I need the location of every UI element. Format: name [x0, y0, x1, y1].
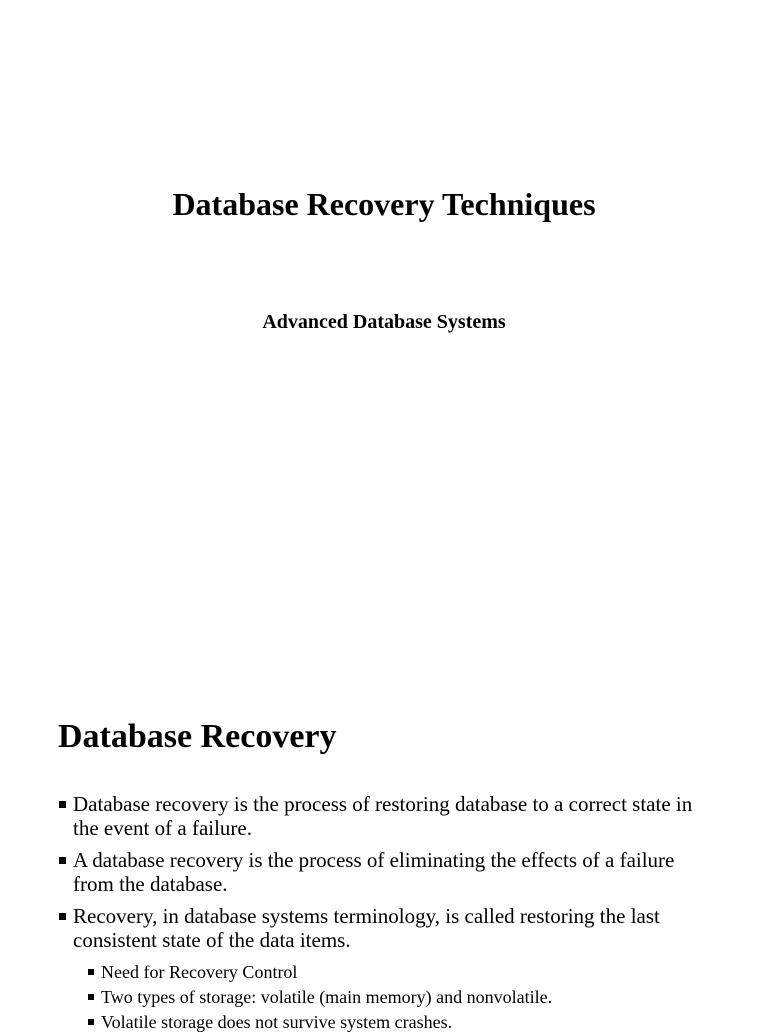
bullet-item	[58, 792, 718, 840]
square-bullet-icon	[59, 913, 66, 920]
square-bullet-icon	[88, 1019, 94, 1025]
bullet-text: A database recovery is the process of eliminating the effects of a failure from the database.	[73, 848, 675, 896]
square-bullet-icon	[88, 994, 94, 1000]
bullet-text: Recovery, in database systems terminology, is called restoring the last consistent state of the data items.	[73, 904, 660, 952]
bullet-item	[58, 904, 718, 952]
square-bullet-icon	[88, 969, 94, 975]
sub-bullet-item	[87, 985, 718, 1010]
sub-bullet-text: Need for Recovery Control	[101, 962, 298, 982]
sub-bullet-text: Volatile storage does not survive system crashes.	[101, 1012, 453, 1032]
square-bullet-icon	[59, 857, 66, 864]
sub-bullet-text: Two types of storage: volatile (main memory) and nonvolatile.	[101, 987, 553, 1007]
bullet-item	[58, 848, 718, 896]
slide-title: Database Recovery Techniques	[172, 186, 596, 222]
sub-bullet-item	[87, 960, 718, 985]
slide-subtitle: Advanced Database Systems	[262, 311, 506, 333]
content-slide	[0, 576, 768, 1032]
content-slide-title: Database Recovery	[58, 718, 337, 755]
bullet-list	[58, 792, 718, 1035]
sub-bullet-item	[87, 1010, 718, 1035]
bullet-text: Database recovery is the process of restoring database to a correct state in the event of a failure.	[73, 792, 693, 840]
square-bullet-icon	[59, 801, 66, 808]
